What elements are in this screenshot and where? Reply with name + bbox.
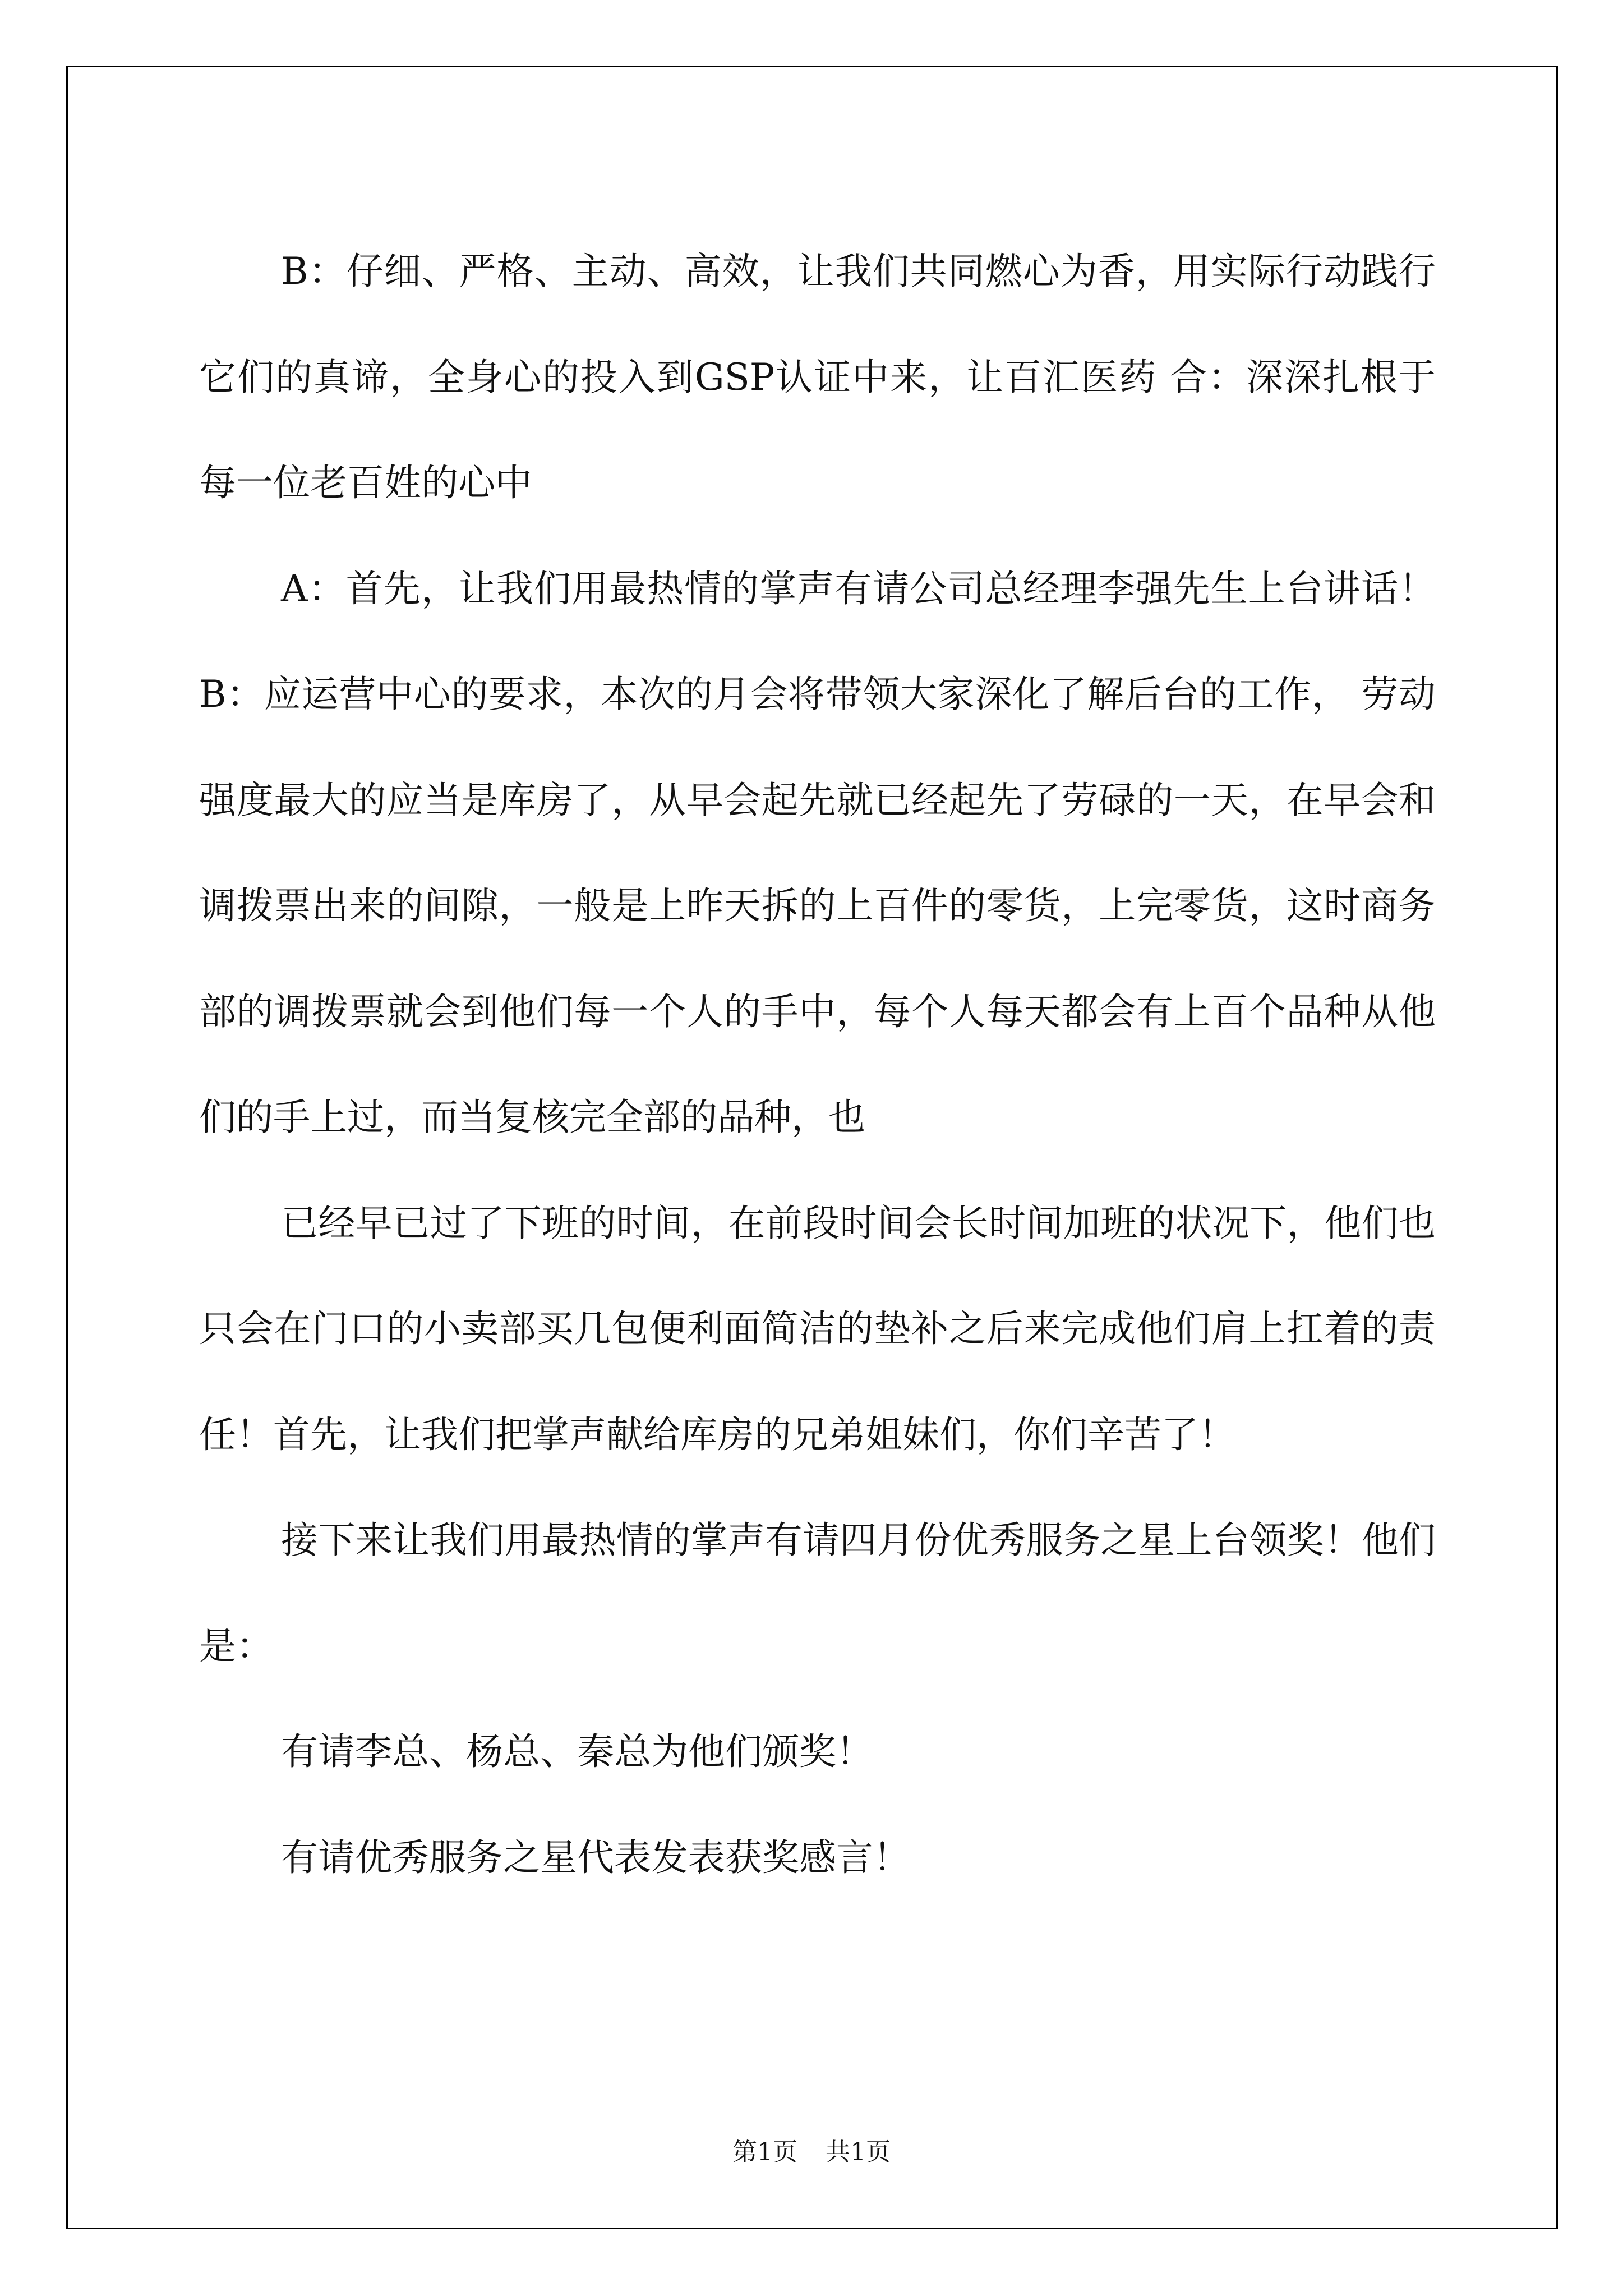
page-number: 第1页 bbox=[732, 2138, 797, 2166]
page-footer bbox=[0, 2132, 1623, 2168]
paragraph-3: 已经早已过了下班的时间，在前段时间会长时间加班的状况下，他们也只会在门口的小卖部买几包便利面简洁的垫补之后来完成他们肩上扛着的责任！首先，让我们把掌声献给库房的兄弟姐妹们，你们辛苦了！ bbox=[199, 1201, 1436, 1456]
paragraph-4: 接下来让我们用最热情的掌声有请四月份优秀服务之星上台领奖！他们是： bbox=[199, 1519, 1436, 1668]
paragraph-2: A：首先，让我们用最热情的掌声有请公司总经理李强先生上台讲话！B：应运营中心的要求，本次的月会将带领大家深化了解后台的工作， 劳动强度最大的应当是库房了，从早会起先就已经起先了劳碌的一天，在早会和调拨票出来的间隙，一般是上昨天拆的上百件的零货，上完零货，这时商务部的调拨票就会到他们每一个人的手中，每个人每天都会有上百个品种从他们的手上过，而当复核完全部的品种，也 bbox=[199, 567, 1436, 1139]
paragraph-6: 有请优秀服务之星代表发表获奖感言！ bbox=[281, 1835, 910, 1879]
paragraph-5: 有请李总、杨总、秦总为他们颁奖！ bbox=[281, 1730, 873, 1773]
paragraph-1: B：仔细、严格、主动、高效，让我们共同燃心为香，用实际行动践行它们的真谛，全身心的投入到GSP认证中来，让百汇医药 合：深深扎根于每一位老百姓的心中 bbox=[199, 250, 1436, 504]
document-body bbox=[199, 219, 1436, 1911]
page-total: 共1页 bbox=[826, 2138, 891, 2166]
